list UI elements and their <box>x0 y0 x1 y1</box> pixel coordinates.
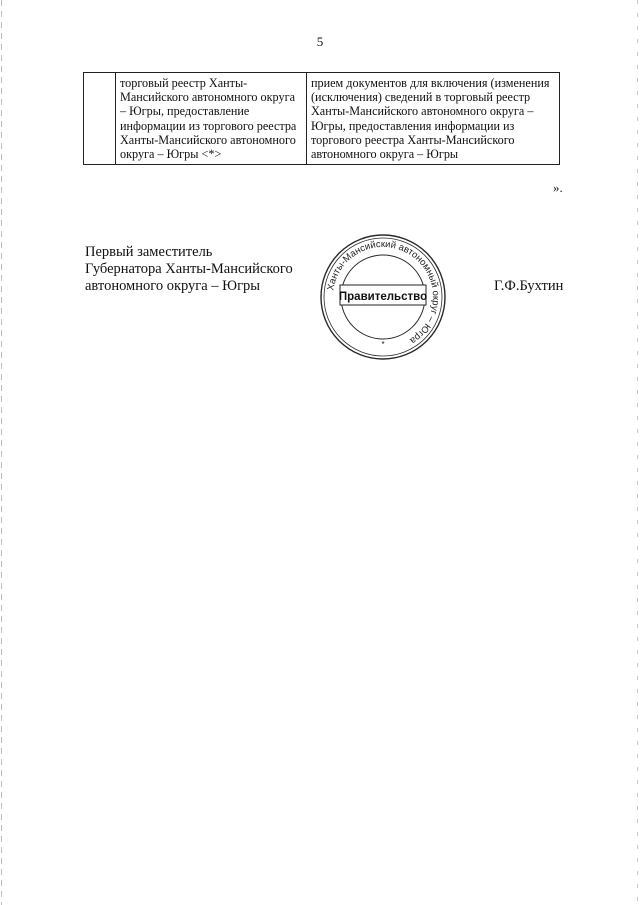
signer-position-line: Первый заместитель <box>85 244 213 260</box>
signer-name: Г.Ф.Бухтин <box>494 278 564 294</box>
scan-edge-right <box>637 0 638 905</box>
seal-star-icon: * <box>381 340 385 349</box>
signer-position <box>85 244 293 295</box>
seal-ring-text: Ханты-Мансийский автономный округ – Югра <box>325 238 442 347</box>
table-cell-service: торговый реестр Ханты-Мансийского автономного округа – Югры, предоставление информации из торгового реестра Ханты-Мансийского автономного округа – Югры <*> <box>116 73 307 165</box>
scan-edge-left <box>1 0 2 905</box>
seal-center-text: Правительство <box>338 291 428 303</box>
signer-position-line: Губернатора Ханты-Мансийского <box>85 261 293 277</box>
table-row <box>84 73 560 165</box>
signer-position-line: автономного округа – Югры <box>85 278 261 294</box>
closing-quote: ». <box>553 180 563 195</box>
table-cell-procedure: прием документов для включения (изменения (исключения) сведений в торговый реестр Ханты-Мансийского автономного округа – Югры, предоставления информации из торгового реестра Ханты-Мансийского автономного округа – Югры <box>307 73 560 165</box>
continuation-table <box>83 72 560 165</box>
table-cell-number <box>84 73 116 165</box>
official-seal <box>318 232 448 362</box>
page-number: 5 <box>316 34 324 49</box>
